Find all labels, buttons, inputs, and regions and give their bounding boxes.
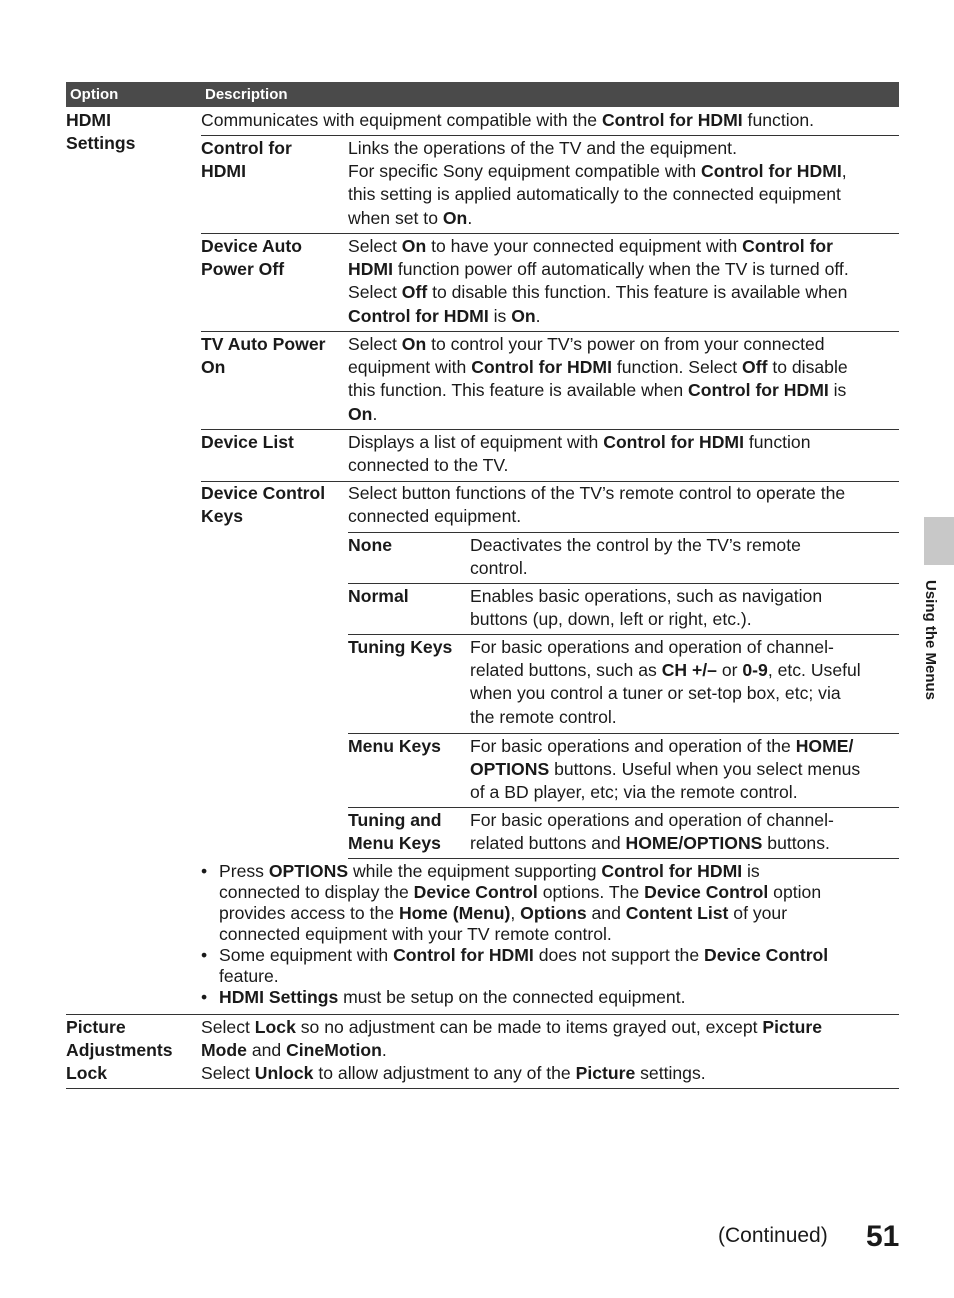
option-hdmi-line1: HDMI	[66, 110, 111, 130]
option-hdmi-settings	[66, 109, 135, 155]
divider	[348, 634, 899, 635]
desc-device-auto-power-off: Select On to have your connected equipment with Control for HDMI function power off automatically when the TV is turned off. Select Off to disable this function. This feature is available when Control for HDMI is On.	[348, 236, 849, 326]
desc-normal: Enables basic operations, such as navigation buttons (up, down, left or right, etc.).	[470, 586, 823, 630]
divider	[348, 532, 899, 533]
divider	[66, 1014, 899, 1015]
desc-menu-keys: For basic operations and operation of the HOME/ OPTIONS buttons. Useful when you select menus of a BD player, etc; via the remote control.	[470, 736, 861, 803]
desc-control-for-hdmi: Links the operations of the TV and the equipment. For specific Sony equipment compatible with Control for HDMI, this setting is applied automatically to the connected equipment when set to On.	[348, 138, 847, 228]
hdmi-notes-list	[201, 861, 891, 1008]
note-item: • Some equipment with Control for HDMI does not support the Device Control feature.	[201, 945, 829, 986]
desc-none: Deactivates the control by the TV’s remote control.	[470, 535, 801, 579]
desc-tuning-keys: For basic operations and operation of channel- related buttons, such as CH +/– or 0-9, etc. Useful when you control a tuner or set-top box, etc; via the remote control.	[470, 637, 861, 727]
divider	[348, 858, 899, 859]
continued-label: (Continued)	[718, 1224, 828, 1247]
desc-device-control-keys: Select button functions of the TV’s remote control to operate the connected equipment.	[348, 483, 846, 527]
sub-option-device-list: Device List	[201, 432, 294, 452]
page-number: 51	[866, 1220, 900, 1253]
note-item: • Press OPTIONS while the equipment supporting Control for HDMI is connected to display the Device Control options. The Device Control option provides access to the Home (Menu), Options and Content List of your connected equipment with your TV remote control.	[201, 861, 822, 944]
chapter-tab	[924, 517, 954, 565]
header-option: Option	[70, 86, 119, 103]
hdmi-intro: Communicates with equipment compatible with the Control for HDMI function.	[201, 110, 815, 130]
chapter-label: Using the Menus	[922, 580, 939, 701]
key-option-none: None	[348, 535, 392, 555]
divider	[201, 429, 899, 430]
sub-option-control-for-hdmi: Control for HDMI	[201, 138, 292, 182]
desc-tuning-and-menu-keys: For basic operations and operation of channel- related buttons and HOME/OPTIONS buttons.	[470, 810, 834, 854]
divider	[66, 1088, 899, 1089]
note-item: • HDMI Settings must be setup on the connected equipment.	[201, 987, 686, 1007]
key-option-tuning-keys: Tuning Keys	[348, 637, 453, 657]
key-option-normal: Normal	[348, 586, 409, 606]
sub-option-device-auto-power-off: Device Auto Power Off	[201, 236, 303, 280]
key-option-menu-keys: Menu Keys	[348, 736, 441, 756]
option-hdmi-line2: Settings	[66, 133, 136, 154]
option-picture-adjustments-lock: Picture Adjustments Lock	[66, 1017, 173, 1084]
divider	[348, 807, 899, 808]
key-option-tuning-and-menu-keys: Tuning and Menu Keys	[348, 810, 442, 854]
divider	[348, 733, 899, 734]
table-header	[66, 82, 899, 107]
desc-tv-auto-power-on: Select On to control your TV’s power on from your connected equipment with Control for HDMI function. Select Off to disable this function. This feature is available when Control for HDMI is On.	[348, 334, 848, 424]
header-description: Description	[205, 86, 288, 103]
desc-picture-adjustments-lock: Select Lock so no adjustment can be made to items grayed out, except Picture Mode and CineMotion. Select Unlock to allow adjustment to any of the Picture settings.	[201, 1017, 823, 1084]
divider	[201, 331, 899, 332]
desc-device-list: Displays a list of equipment with Control for HDMI function connected to the TV.	[348, 432, 811, 476]
divider	[201, 135, 899, 136]
sub-option-tv-auto-power-on: TV Auto Power On	[201, 334, 326, 378]
divider	[201, 233, 899, 234]
sub-option-device-control-keys: Device Control Keys	[201, 483, 326, 527]
divider	[348, 583, 899, 584]
